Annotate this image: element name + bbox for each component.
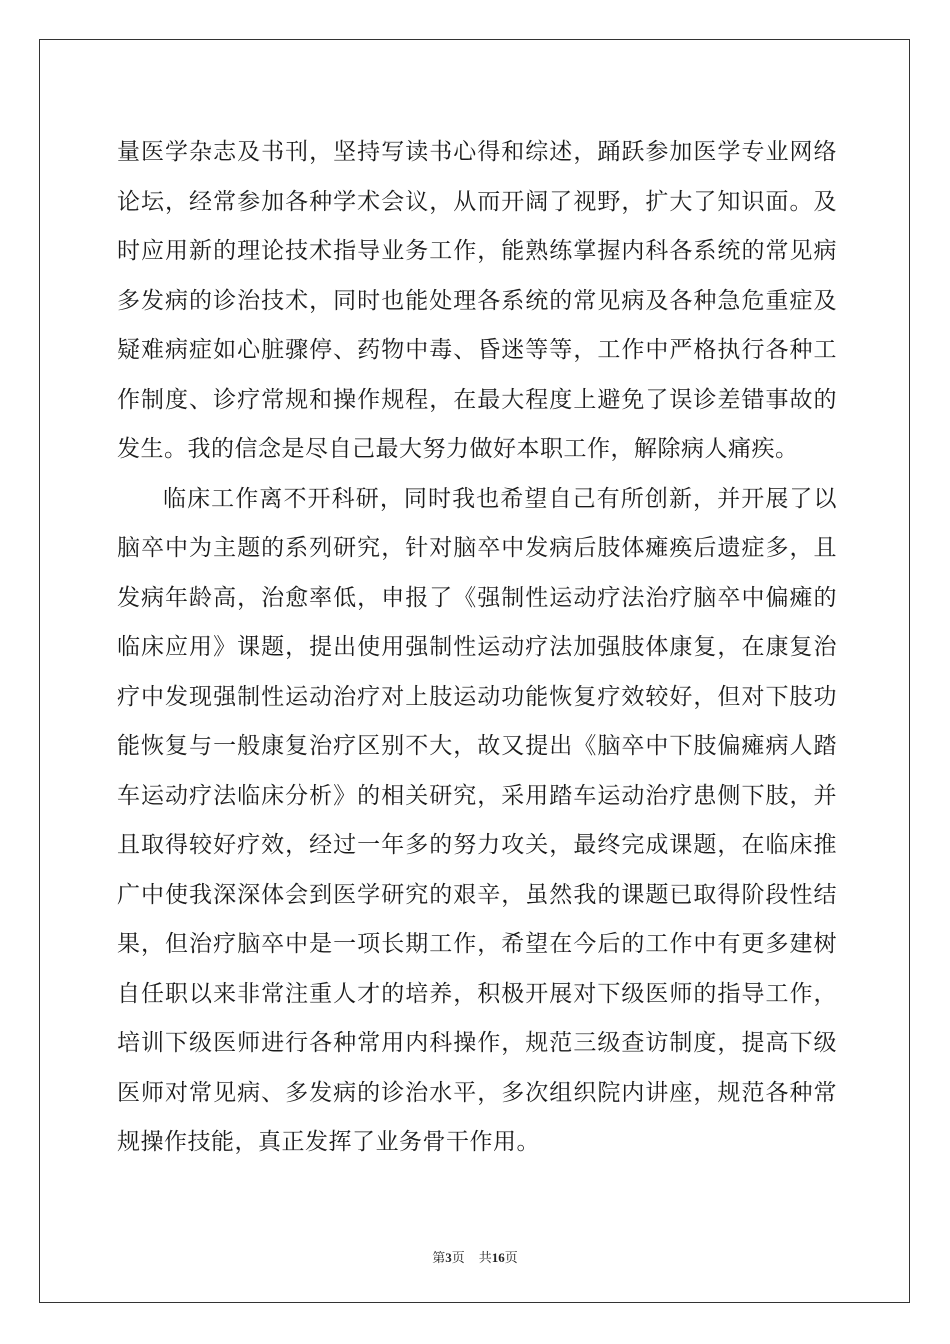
text-line: 果，但治疗脑卒中是一项长期工作，希望在今后的工作中有更多建树 bbox=[117, 931, 837, 957]
paragraph bbox=[117, 475, 837, 1168]
text-line: 脑卒中为主题的系列研究，针对脑卒中发病后肢体瘫痪后遗症多，且 bbox=[117, 535, 837, 561]
text-line: 疑难病症如心脏骤停、药物中毒、昏迷等等，工作中严格执行各种工 bbox=[117, 337, 837, 363]
document-body bbox=[117, 128, 837, 1168]
page-footer bbox=[0, 1247, 950, 1266]
text-line: 能恢复与一般康复治疗区别不大，故又提出《脑卒中下肢偏瘫病人踏 bbox=[117, 733, 837, 759]
text-line: 作制度、诊疗常规和操作规程，在最大程度上避免了误诊差错事故的 bbox=[117, 386, 837, 413]
text-line: 量医学杂志及书刊，坚持写读书心得和综述，踊跃参加医学专业网络 bbox=[117, 139, 837, 165]
page-suffix: 页 bbox=[451, 1250, 465, 1265]
text-line: 发生。我的信念是尽自己最大努力做好本职工作，解除病人痛疾。 bbox=[117, 436, 799, 462]
text-line: 临床工作离不开科研，同时我也希望自己有所创新，并开展了以 bbox=[163, 485, 837, 512]
page-prefix: 第 bbox=[432, 1250, 446, 1265]
text-line: 车运动疗法临床分析》的相关研究，采用踏车运动治疗患侧下肢，并 bbox=[117, 782, 837, 809]
paragraph bbox=[117, 128, 837, 475]
total-pages: 16 bbox=[491, 1250, 505, 1265]
text-line: 自任职以来非常注重人才的培养，积极开展对下级医师的指导工作， bbox=[117, 980, 837, 1007]
text-line: 规操作技能，真正发挥了业务骨干作用。 bbox=[117, 1129, 540, 1155]
text-line: 医师对常见病、多发病的诊治水平，多次组织院内讲座，规范各种常 bbox=[117, 1079, 837, 1106]
text-line: 时应用新的理论技术指导业务工作，能熟练掌握内科各系统的常见病 bbox=[117, 238, 837, 264]
text-line: 临床应用》课题，提出使用强制性运动疗法加强肢体康复，在康复治 bbox=[117, 634, 837, 660]
text-line: 广中使我深深体会到医学研究的艰辛，虽然我的课题已取得阶段性结 bbox=[117, 881, 837, 908]
text-line: 发病年龄高，治愈率低，申报了《强制性运动疗法治疗脑卒中偏瘫的 bbox=[117, 584, 837, 611]
text-line: 疗中发现强制性运动治疗对上肢运动功能恢复疗效较好，但对下肢功 bbox=[117, 683, 837, 710]
total-prefix: 共 bbox=[478, 1250, 492, 1265]
text-line: 培训下级医师进行各种常用内科操作，规范三级查访制度，提高下级 bbox=[117, 1030, 837, 1056]
page-number: 3 bbox=[445, 1250, 452, 1265]
total-suffix: 页 bbox=[504, 1250, 518, 1265]
text-line: 且取得较好疗效，经过一年多的努力攻关，最终完成课题，在临床推 bbox=[117, 832, 837, 858]
text-line: 多发病的诊治技术，同时也能处理各系统的常见病及各种急危重症及 bbox=[117, 287, 837, 314]
text-line: 论坛，经常参加各种学术会议，从而开阔了视野，扩大了知识面。及 bbox=[117, 188, 837, 215]
